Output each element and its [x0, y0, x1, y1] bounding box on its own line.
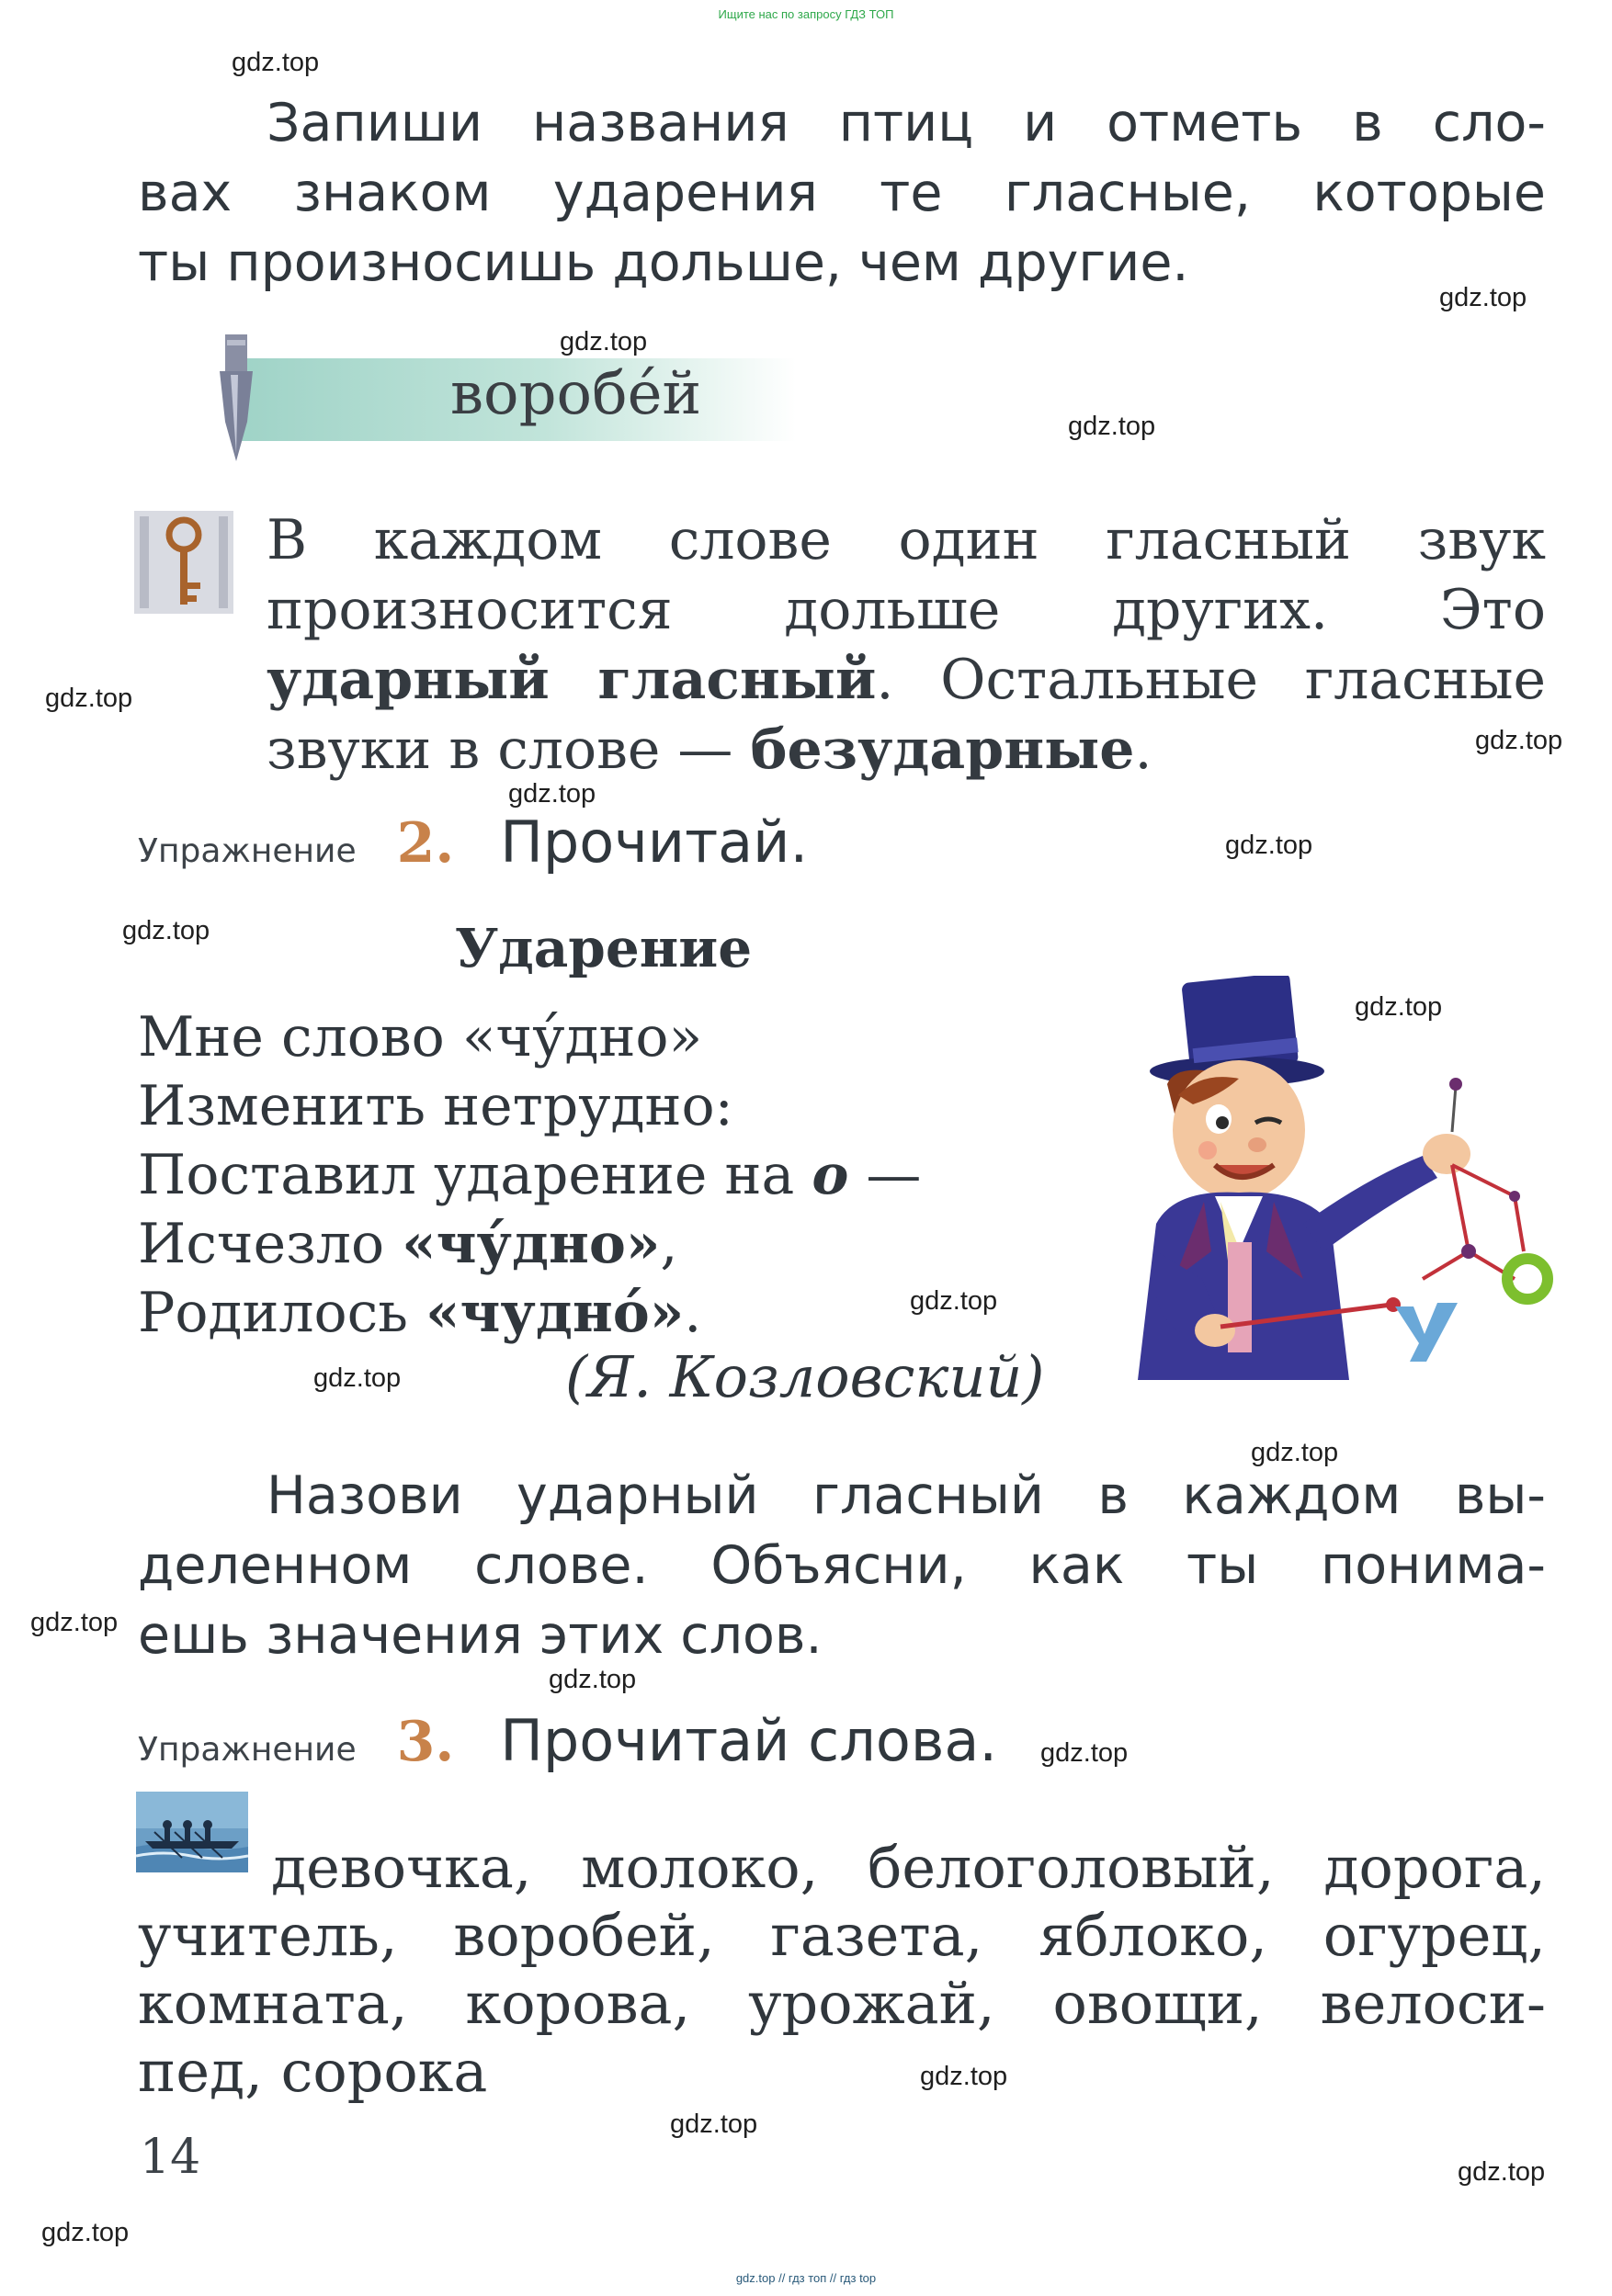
exercise-2-number: 2.	[396, 811, 455, 876]
watermark: gdz.top	[313, 1363, 402, 1393]
exercise-3-label: Упражнение	[138, 1731, 357, 1769]
exercise-3-header	[138, 1707, 997, 1774]
exercise-2-header	[138, 809, 808, 876]
task-1-line-1: Запиши названия птиц и отметь в сло-	[267, 93, 1546, 153]
boy-illustration	[1119, 976, 1561, 1380]
watermark: gdz.top	[1251, 1438, 1339, 1467]
watermark: gdz.top	[920, 2062, 1008, 2091]
watermark: gdz.top	[910, 1286, 998, 1316]
task-1-line-2: вах знаком ударения те гласные, которые	[138, 163, 1546, 223]
poem-line-5-start: Родилось	[138, 1281, 426, 1345]
rule-line-4	[267, 715, 1546, 785]
poem-line-3	[138, 1141, 921, 1210]
task-2-line-3: ешь значения этих слов.	[138, 1605, 823, 1666]
watermark: gdz.top	[549, 1665, 637, 1694]
poem	[138, 1003, 921, 1348]
rule-line-3-rest: . Остальные гласные	[876, 648, 1546, 712]
word-list-line-1: девочка, молоко, белоголовый, дорога,	[271, 1834, 1546, 1901]
watermark: gdz.top	[1040, 1738, 1129, 1768]
page-number: 14	[140, 2130, 201, 2185]
watermark: gdz.top	[1068, 412, 1156, 441]
watermark: gdz.top	[560, 327, 648, 356]
watermark: gdz.top	[122, 916, 210, 945]
top-banner: Ищите нас по запросу ГДЗ ТОП	[718, 7, 894, 21]
stressed-vowel-term: ударный гласный	[267, 648, 877, 712]
poem-line-5-end: .	[684, 1281, 702, 1345]
task-1-text	[138, 88, 1546, 298]
poem-author: (Я. Козловский)	[565, 1343, 1045, 1410]
key-icon	[134, 511, 233, 614]
watermark: gdz.top	[41, 2218, 130, 2247]
task-2-line-1: Назови ударный гласный в каждом вы-	[267, 1465, 1546, 1526]
poem-line-2: Изменить нетрудно:	[138, 1074, 733, 1138]
rule-line-3	[267, 645, 1546, 715]
word-list-line-4: пед, сорока	[138, 2038, 488, 2105]
watermark: gdz.top	[1355, 992, 1443, 1022]
poem-word-chudno-1: «чу́дно»	[402, 1212, 661, 1276]
poem-word-chudno-2: «чудно́»	[426, 1281, 685, 1345]
rule-line-4-end: .	[1134, 718, 1152, 782]
watermark: gdz.top	[1225, 831, 1313, 860]
watermark: gdz.top	[232, 48, 320, 77]
rule-text	[267, 505, 1546, 785]
poem-line-3-end: —	[848, 1143, 922, 1207]
word-list	[138, 1834, 1546, 2106]
watermark: gdz.top	[508, 779, 596, 809]
task-2-text	[138, 1461, 1546, 1670]
rule-line-2: произносится дольше других. Это	[267, 578, 1546, 642]
task-1-line-3: ты произносишь дольше, чем другие.	[138, 232, 1189, 293]
watermark: gdz.top	[1475, 726, 1563, 755]
poem-title: Ударение	[455, 917, 753, 979]
watermark: gdz.top	[45, 684, 133, 713]
bottom-banner: gdz.top // гдз топ // гдз top	[735, 2271, 877, 2285]
rule-line-4-start: звуки в слове —	[267, 718, 751, 782]
watermark: gdz.top	[670, 2109, 758, 2139]
rule-line-1: В каждом слове один гласный звук	[267, 508, 1546, 572]
exercise-3-title: Прочитай слова.	[500, 1707, 998, 1774]
watermark: gdz.top	[1439, 283, 1527, 312]
exercise-2-title: Прочитай.	[500, 809, 809, 876]
poem-letter-o: о	[812, 1143, 849, 1207]
watermark: gdz.top	[30, 1608, 119, 1637]
unstressed-term: безударные	[750, 718, 1135, 782]
word-list-line-2: учитель, воробей, газета, яблоко, огурец,	[138, 1902, 1546, 1969]
watermark: gdz.top	[1458, 2157, 1546, 2187]
example-word: воробе́й	[450, 360, 702, 428]
word-list-line-3: комната, корова, урожай, овощи, велоси-	[138, 1970, 1546, 2037]
task-2-line-2: деленном слове. Объясни, как ты понима-	[138, 1535, 1546, 1596]
exercise-2-label: Упражнение	[138, 832, 357, 870]
pen-nib-icon	[209, 334, 264, 463]
poem-line-3-start: Поставил ударение на	[138, 1143, 812, 1207]
poem-line-5	[138, 1279, 921, 1348]
poem-line-4-start: Исчезло	[138, 1212, 403, 1276]
exercise-3-number: 3.	[396, 1710, 455, 1774]
poem-line-4	[138, 1210, 921, 1279]
poem-line-4-end: ,	[660, 1212, 678, 1276]
poem-line-1: Мне слово «чу́дно»	[138, 1005, 703, 1069]
